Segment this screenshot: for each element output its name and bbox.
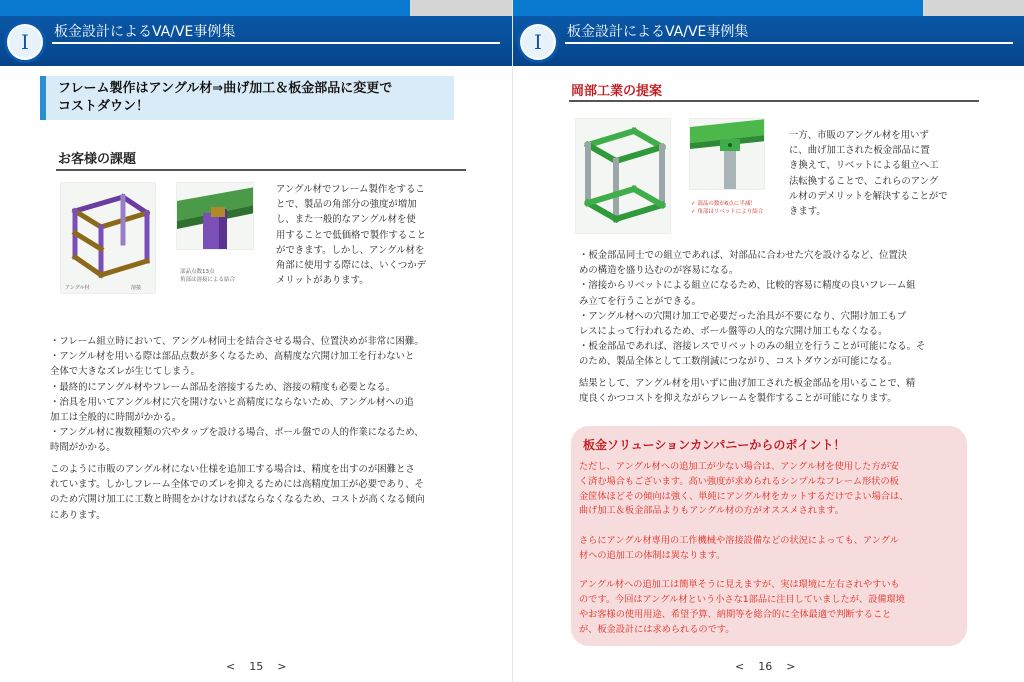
page-title-line: コストダウン！ <box>58 99 150 114</box>
right-benefit-list <box>579 248 925 370</box>
sheetmetal-frame-illustration <box>576 119 671 234</box>
chapter-badge-label: I <box>21 30 29 54</box>
header-divider <box>565 42 1013 44</box>
text-line: きます。 <box>789 206 826 218</box>
text-line: ・アングル材に複数種類の穴やタップを設ける場合、ボール盤での人的作業になるため、 <box>50 427 424 439</box>
text-line: 用することで低価格で製作すること <box>276 229 427 241</box>
top-bar-gap <box>410 0 512 16</box>
header-divider <box>52 42 500 44</box>
section-divider <box>56 169 466 171</box>
section-heading-customer-issue: お客様の課題 <box>58 152 137 167</box>
angle-joint-illustration <box>177 183 254 250</box>
text-line: ・溶接からリベットによる組立になるため、比較的容易に精度の良いフレーム組 <box>579 280 916 292</box>
point-text <box>579 460 908 638</box>
sheetmetal-joint-illustration <box>690 119 765 190</box>
text-line: のため穴開け加工に工数と時間をかけなければならなくなるため、コストが高くなる傾向 <box>50 494 425 506</box>
top-bar <box>0 0 410 16</box>
top-bar-gap <box>923 0 1024 16</box>
text-line: のです。今回はアングル材という小さな1部品に注目していましたが、設備環境 <box>579 594 905 606</box>
next-page-button[interactable]: > <box>277 660 287 673</box>
text-line: このように市販のアングル材にない仕様を追加工する場合は、精度を出すのが困難とさ <box>50 464 415 475</box>
text-line: にあります。 <box>50 509 106 521</box>
next-page-button[interactable]: > <box>786 660 796 673</box>
text-line: 度良くかつコストを抑えながらフレームを製作することが可能になります。 <box>579 393 897 405</box>
left-figure-caption <box>180 268 235 284</box>
text-line: ・アングル材を用いる際は部品点数が多くなるため、高精度な穴開け加工を行わないと <box>50 351 415 363</box>
page-number: 16 <box>758 660 773 673</box>
right-result-text <box>579 376 915 406</box>
text-line: 時間がかかる。 <box>50 442 116 454</box>
angle-frame-image <box>60 182 156 294</box>
angle-frame-illustration <box>61 183 156 294</box>
left-intro-text <box>276 182 426 288</box>
text-line: み立てを行うことができる。 <box>579 295 701 307</box>
caption-line: 部品点数13点 <box>180 269 215 275</box>
text-line: れています。しかしフレーム全体でのズレを抑えるためには高精度加工が必要であり、そ <box>50 479 424 491</box>
text-line: 曲げ加工＆板金部品よりもアングル材の方がオススメされます。 <box>579 505 844 517</box>
section-heading-proposal: 岡部工業の提案 <box>571 84 663 99</box>
chapter-badge <box>517 21 559 63</box>
point-title: 板金ソリューションカンパニーからのポイント！ <box>583 438 846 452</box>
prev-page-button[interactable]: < <box>735 660 745 673</box>
text-line: 法転換することで、これらのアング <box>789 175 939 187</box>
text-line: とで、製品の角部分の強度が増加 <box>276 199 417 211</box>
text-line: 金筐体ほどその傾向は強く、単純にアングル材をカットするだけでよい場合は、 <box>579 490 909 502</box>
text-line: ・板金部品同士での組立であれば、対部品に合わせた穴を設けるなど、位置決 <box>579 250 908 261</box>
text-line: く済む場合もございます。高い強度が求められるシンプルなフレーム形状の板 <box>579 475 899 487</box>
text-line: めの構造を盛り込むのが容易になる。 <box>579 265 739 277</box>
text-line: に、曲げ加工された板金部品に置 <box>789 145 930 157</box>
page-title <box>40 76 454 120</box>
page-right <box>512 0 1024 682</box>
sheetmetal-frame-image <box>575 118 671 234</box>
text-line: 一方、市販のアングル材を用いず <box>789 130 929 141</box>
sheetmetal-joint-closeup-image <box>689 118 765 190</box>
text-line: 結果として、アングル材を用いずに曲げ加工された板金部品を用いることで、精 <box>579 378 916 389</box>
caption-line: ✓ 角部はリベットにより結合 <box>691 209 764 215</box>
top-bar <box>513 0 923 16</box>
text-line: レスによって行われるため、ボール盤等の人的な穴開け加工もなくなる。 <box>579 326 888 338</box>
section-divider <box>569 100 979 102</box>
text-line: 材への追加工の体制は異なります。 <box>579 549 726 561</box>
text-line: 全体で大きなズレが生じてしまう。 <box>50 366 201 378</box>
fig-label-weld: 溶接 <box>131 285 142 291</box>
page-number: 15 <box>249 660 264 673</box>
chapter-badge <box>4 21 46 63</box>
right-figure-caption <box>691 200 763 216</box>
text-line: のため、製品全体として工数削減につながり、コストダウンが可能になる。 <box>579 356 898 368</box>
left-issue-list <box>50 334 424 456</box>
text-line: ・アングル材への穴開け加工で必要だった治具が不要になり、穴開け加工もプ <box>579 310 907 322</box>
text-line: ただし、アングル材への追加工が少ない場合は、アングル材を使用した方が安 <box>579 461 899 472</box>
text-line: ル材のデメリットを解決することがで <box>789 190 948 202</box>
point-callout <box>571 426 967 646</box>
fig-label-angle: アングル材 <box>65 285 90 291</box>
caption-line: 角部は溶接による結合 <box>180 277 236 283</box>
pager-left <box>226 660 286 673</box>
page-header <box>513 16 1024 66</box>
prev-page-button[interactable]: < <box>226 660 236 673</box>
text-line: ができます。しかし、アングル材を <box>276 244 425 256</box>
text-line: やお客様の使用用途、希望予算、納期等を総合的に全体最適で判断すること <box>579 608 892 620</box>
caption-line: ✓ 部品の数が6点に半減！ <box>691 201 756 207</box>
text-line: し、また一般的なアングル材を使 <box>276 214 416 226</box>
text-line: メリットがあります。 <box>276 275 369 287</box>
text-line: ・フレーム組立時において、アングル材同士を結合させる場合、位置決めが非常に困難。 <box>50 336 424 347</box>
left-closing-text <box>50 462 425 523</box>
pager-right <box>735 660 795 673</box>
text-line: が、板金設計には求められるのです。 <box>579 623 735 635</box>
text-line: き換えて、リベットによる組立へ工 <box>789 160 939 172</box>
text-line: さらにアングル材専用の工作機械や溶接設備などの状況によっても、アングル <box>579 534 899 546</box>
text-line: 加工は全般的に時間がかかる。 <box>50 412 182 424</box>
page-title-line: フレーム製作はアングル材⇒曲げ加工＆板金部品に変更で <box>58 81 393 96</box>
header-title: 板金設計によるVA/VE事例集 <box>54 24 236 40</box>
text-line: ・最終的にアングル材やフレーム部品を溶接するため、溶接の精度も必要となる。 <box>50 381 396 393</box>
page-header <box>0 16 512 66</box>
text-line: アングル材への追加工は簡単そうに見えますが、実は環境に左右されやすいも <box>579 579 900 591</box>
text-line: アングル材でフレーム製作をするこ <box>276 184 425 195</box>
text-line: ・治具を用いてアングル材に穴を開けないと高精度にならないため、アングル材への追 <box>50 396 414 408</box>
chapter-badge-label: I <box>534 30 542 54</box>
header-title: 板金設計によるVA/VE事例集 <box>567 24 749 40</box>
angle-joint-closeup-image <box>176 182 254 250</box>
right-intro-text <box>789 128 948 219</box>
text-line: 角部に使用する際には、いくつかデ <box>276 260 427 272</box>
text-line: ・板金部品であれば、溶接レスでリベットのみの組立を行うことが可能になる。そ <box>579 341 926 353</box>
